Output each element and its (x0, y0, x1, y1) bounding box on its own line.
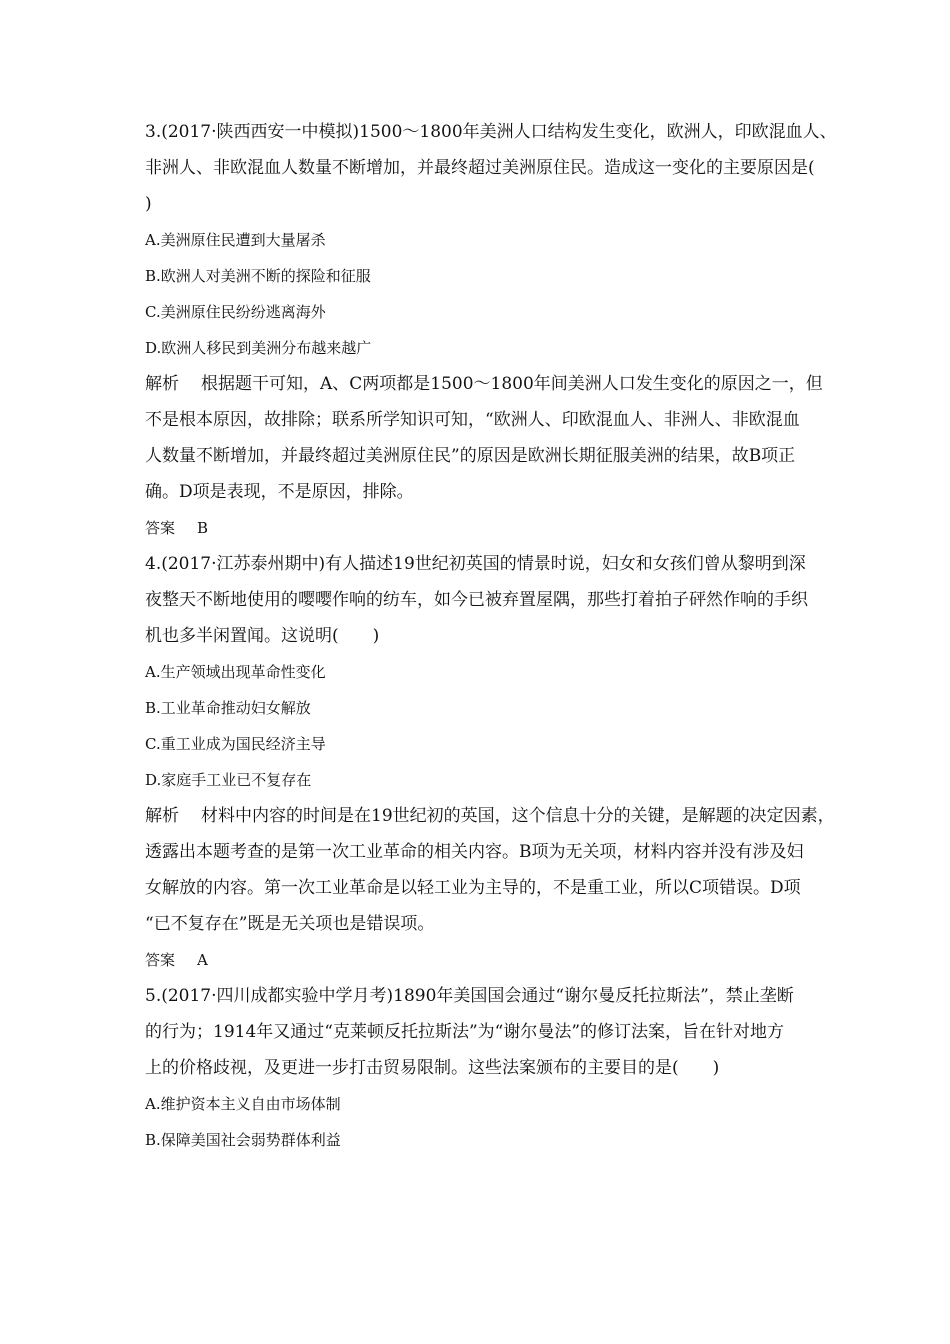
question-3 (145, 114, 837, 546)
option-a: A.维护资本主义自由市场体制 (145, 1095, 341, 1113)
question-stem-line: 机也多半闲置闻。这说明( ) (145, 626, 380, 646)
option-c: C.美洲原住民纷纷逃离海外 (145, 303, 326, 321)
question-stem-line: 上的价格歧视，及更进一步打击贸易限制。这些法案颁布的主要目的是( ) (145, 1058, 720, 1078)
analysis-line: 女解放的内容。第一次工业革命是以轻工业为主导的，不是重工业，所以C项错误。D项 (145, 878, 801, 898)
option-d: D.欧洲人移民到美洲分布越来越广 (145, 339, 372, 357)
option-b: B.保障美国社会弱势群体利益 (145, 1131, 341, 1149)
analysis-line (145, 366, 825, 402)
question-stem-line: 非洲人、非欧混血人数量不断增加，并最终超过美洲原住民。造成这一变化的主要原因是( (145, 158, 815, 178)
answer-label: 答案 (145, 951, 176, 969)
analysis-line: 确。D项是表现，不是原因，排除。 (145, 482, 414, 502)
analysis-text: 材料中内容的时间是在19世纪初的英国，这个信息十分的关键，是解题的决定因素， (201, 806, 835, 826)
answer-line (145, 942, 825, 978)
answer-label: 答案 (145, 519, 176, 537)
analysis-line: 人数量不断增加，并最终超过美洲原住民”的原因是欧洲长期征服美洲的结果，故B项正 (145, 446, 796, 466)
analysis-line (145, 798, 835, 834)
option-b: B.工业革命推动妇女解放 (145, 699, 311, 717)
question-5 (145, 978, 825, 1158)
option-c: C.重工业成为国民经济主导 (145, 735, 326, 753)
answer-line (145, 510, 825, 546)
question-stem-line: 5.(2017·四川成都实验中学月考)1890年美国国会通过“谢尔曼反托拉斯法”，禁止垄断 (145, 986, 794, 1006)
analysis-line: 不是根本原因，故排除；联系所学知识可知，“欧洲人、印欧混血人、非洲人、非欧混血 (145, 410, 800, 430)
question-stem-line: 3.(2017·陕西西安一中模拟)1500～1800年美洲人口结构发生变化，欧洲人，印欧混血人、 (145, 122, 837, 142)
analysis-text: 根据题干可知，A、C两项都是1500～1800年间美洲人口发生变化的原因之一，但 (201, 374, 823, 394)
option-b: B.欧洲人对美洲不断的探险和征服 (145, 267, 371, 285)
question-stem-line: 的行为；1914年又通过“克莱顿反托拉斯法”为“谢尔曼法”的修订法案，旨在针对地方 (145, 1022, 785, 1042)
question-4 (145, 546, 835, 978)
option-a: A.美洲原住民遭到大量屠杀 (145, 231, 326, 249)
option-d: D.家庭手工业已不复存在 (145, 771, 312, 789)
analysis-label: 解析 (145, 374, 179, 394)
analysis-line: “已不复存在”既是无关项也是错误项。 (145, 914, 435, 934)
question-list (145, 114, 837, 1158)
analysis-line: 透露出本题考查的是第一次工业革命的相关内容。B项为无关项，材料内容并没有涉及妇 (145, 842, 804, 862)
answer-value: B (197, 519, 209, 537)
option-a: A.生产领域出现革命性变化 (145, 663, 326, 681)
question-stem-line: 4.(2017·江苏泰州期中)有人描述19世纪初英国的情景时说，妇女和女孩们曾从黎明到深 (145, 554, 806, 574)
analysis-label: 解析 (145, 806, 179, 826)
question-stem-line: 夜整天不断地使用的嘤嘤作响的纺车，如今已被弃置屋隅，那些打着拍子砰然作响的手织 (145, 590, 808, 610)
question-stem-line: ) (145, 194, 152, 214)
answer-value: A (197, 951, 208, 969)
